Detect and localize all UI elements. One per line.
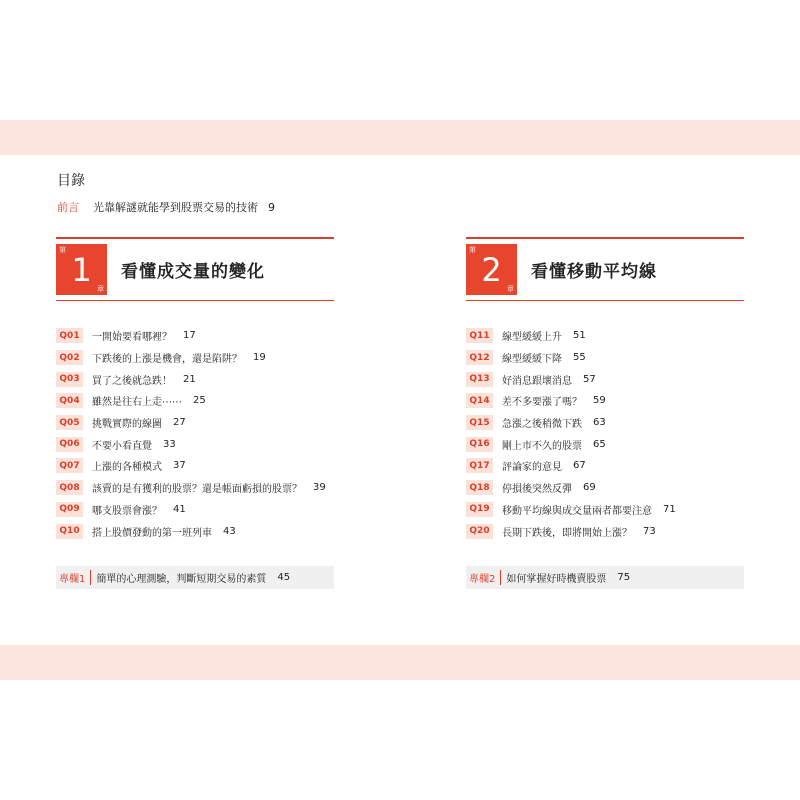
toc-question-item[interactable] [56, 368, 334, 390]
question-page: 51 [573, 330, 586, 342]
column-title: 簡單的心理測驗，判斷短期交易的素質 [96, 574, 267, 585]
question-number-badge: Q06 [56, 437, 83, 452]
column-tag: 專欄1 [59, 570, 91, 585]
chapter-number-badge [466, 244, 517, 295]
question-title: 移動平均線與成交量兩者都要注意 [502, 505, 652, 517]
toc-question-item[interactable] [466, 520, 744, 542]
toc-question-item[interactable] [56, 455, 334, 477]
question-number-badge: Q16 [466, 437, 493, 452]
toc-question-item[interactable] [56, 477, 334, 499]
preface-entry[interactable] [57, 199, 275, 215]
question-number-badge: Q09 [56, 502, 83, 517]
toc-question-item[interactable] [56, 520, 334, 542]
column-entry-2[interactable] [466, 566, 744, 589]
column-tag: 專欄2 [469, 570, 501, 585]
toc-question-item[interactable] [466, 347, 744, 369]
toc-question-item[interactable] [56, 390, 334, 412]
question-title: 差不多要漲了嗎？ [502, 397, 582, 409]
preface-title: 光靠解謎就能學到股票交易的技術 [93, 201, 258, 214]
question-number-badge: Q07 [56, 458, 83, 473]
question-page: 25 [193, 395, 206, 407]
chapter-suffix: 章 [507, 285, 514, 293]
question-title: 線型緩緩上升 [502, 332, 562, 344]
question-number-badge: Q02 [56, 350, 83, 365]
toc-question-item[interactable] [466, 412, 744, 434]
question-title: 挑戰實際的線圖 [92, 419, 162, 431]
chapter-number: 2 [481, 251, 502, 289]
toc-title: 目錄 [57, 173, 85, 189]
question-title: 下跌後的上漲是機會，還是陷阱？ [92, 354, 242, 366]
preface-page: 9 [268, 200, 275, 214]
chapter-prefix: 第 [59, 246, 66, 254]
toc-question-item[interactable] [466, 433, 744, 455]
question-title: 好消息跟壞消息 [502, 375, 572, 387]
chapter-rule-bottom [56, 300, 334, 301]
question-number-badge: Q17 [466, 458, 493, 473]
toc-question-item[interactable] [466, 325, 744, 347]
question-page: 73 [643, 525, 656, 537]
question-number-badge: Q01 [56, 328, 83, 343]
toc-question-item[interactable] [56, 347, 334, 369]
chapter-suffix: 章 [97, 285, 104, 293]
question-page: 71 [663, 503, 676, 515]
question-page: 57 [583, 373, 596, 385]
toc-question-item[interactable] [466, 499, 744, 521]
bottom-decorative-band [0, 645, 800, 680]
question-number-badge: Q15 [466, 415, 493, 430]
question-page: 55 [573, 352, 586, 364]
question-title: 急漲之後稍微下跌 [502, 419, 582, 431]
column-title: 如何掌握好時機賣股票 [506, 574, 607, 585]
preface-tag: 前言 [57, 201, 79, 214]
chapter-2-question-list [466, 325, 744, 542]
question-page: 39 [313, 482, 326, 494]
question-page: 33 [163, 438, 176, 450]
question-number-badge: Q20 [466, 524, 493, 539]
question-title: 不要小看直覺 [92, 440, 152, 452]
question-page: 67 [573, 460, 586, 472]
question-title: 長期下跌後，即將開始上漲？ [502, 527, 632, 539]
toc-question-item[interactable] [466, 390, 744, 412]
toc-question-item[interactable] [56, 433, 334, 455]
chapter-1-heading[interactable] [56, 237, 334, 301]
question-page: 43 [223, 525, 236, 537]
question-title: 雖然是往右上走⋯⋯ [92, 397, 182, 409]
question-page: 59 [593, 395, 606, 407]
question-title: 買了之後就急跌！ [92, 375, 172, 387]
chapter-2-heading[interactable] [466, 237, 744, 301]
toc-question-item[interactable] [56, 499, 334, 521]
column-page: 45 [277, 572, 291, 583]
toc-question-item[interactable] [466, 477, 744, 499]
question-page: 63 [593, 417, 606, 429]
question-title: 剛上市不久的股票 [502, 440, 582, 452]
question-page: 21 [183, 373, 196, 385]
question-number-badge: Q12 [466, 350, 493, 365]
chapter-title: 看懂成交量的變化 [121, 262, 265, 282]
question-page: 17 [183, 330, 196, 342]
chapter-number-badge [56, 244, 107, 295]
toc-question-item[interactable] [56, 325, 334, 347]
question-number-badge: Q10 [56, 524, 83, 539]
question-title: 停損後突然反彈 [502, 484, 572, 496]
column-page: 75 [617, 572, 631, 583]
question-title: 一開始要看哪裡？ [92, 332, 172, 344]
question-page: 69 [583, 482, 596, 494]
question-page: 19 [253, 352, 266, 364]
question-number-badge: Q14 [466, 393, 493, 408]
question-page: 37 [173, 460, 186, 472]
question-number-badge: Q08 [56, 480, 83, 495]
column-entry-1[interactable] [56, 566, 334, 589]
toc-question-item[interactable] [466, 368, 744, 390]
question-title: 上漲的各種模式 [92, 462, 162, 474]
chapter-rule-bottom [466, 300, 744, 301]
question-number-badge: Q04 [56, 393, 83, 408]
chapter-number: 1 [71, 251, 92, 289]
question-title: 該賣的是有獲利的股票？還是帳面虧損的股票？ [92, 484, 302, 496]
question-title: 搭上股價發動的第一班列車 [92, 527, 212, 539]
question-page: 65 [593, 438, 606, 450]
question-page: 27 [173, 417, 186, 429]
chapter-1-question-list [56, 325, 334, 542]
chapter-title: 看懂移動平均線 [531, 262, 657, 282]
question-number-badge: Q19 [466, 502, 493, 517]
question-number-badge: Q18 [466, 480, 493, 495]
chapter-prefix: 第 [469, 246, 476, 254]
question-page: 41 [173, 503, 186, 515]
toc-question-item[interactable] [466, 455, 744, 477]
question-number-badge: Q11 [466, 328, 493, 343]
question-number-badge: Q03 [56, 372, 83, 387]
question-number-badge: Q13 [466, 372, 493, 387]
question-title: 哪支股票會漲？ [92, 505, 162, 517]
top-decorative-band [0, 120, 800, 155]
question-number-badge: Q05 [56, 415, 83, 430]
toc-question-item[interactable] [56, 412, 334, 434]
question-title: 線型緩緩下降 [502, 354, 562, 366]
question-title: 評論家的意見 [502, 462, 562, 474]
